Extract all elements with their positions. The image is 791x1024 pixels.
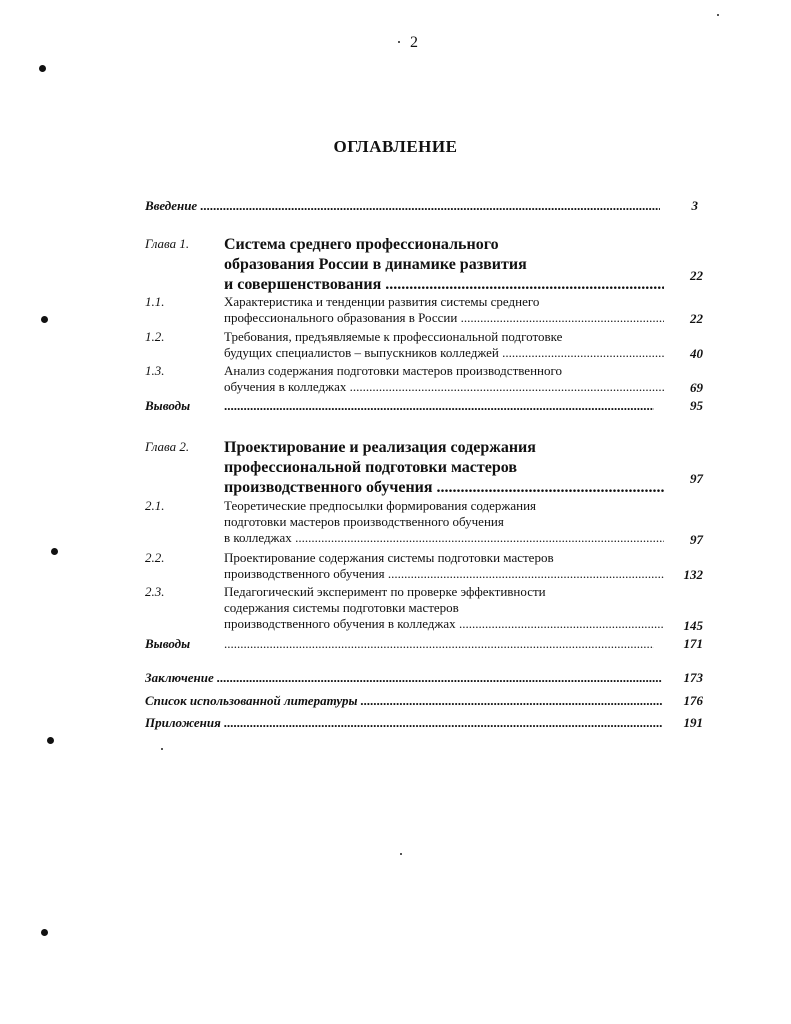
section-title: Анализ содержания подготовки мастеров производственного обучения в колледжах ..... (224, 363, 664, 395)
chapter-2-page: 97 (690, 471, 703, 486)
section-title: Характеристика и тенденции развития системы среднего профессионального образования в России ..... (224, 294, 664, 326)
chapter-1-label: Глава 1. (145, 236, 190, 251)
section-title: Проектирование содержания системы подготовки мастеров производственного обучения ..... (224, 550, 664, 582)
chapter-2-label: Глава 2. (145, 439, 190, 454)
chapter-1-conclusions-label: Выводы (145, 398, 191, 413)
page-title: ОГЛАВЛЕНИЕ (333, 137, 458, 156)
scan-speck (161, 748, 163, 750)
chapter-1-line: образования России в динамике развития (224, 256, 527, 273)
scan-speck (400, 853, 402, 855)
chapter-2-line: производственного обучения ..... (224, 478, 664, 498)
toc-appendices-page: 191 (683, 715, 703, 730)
chapter-1-title (224, 235, 664, 295)
dot-leader (224, 398, 654, 414)
chapter-2-line: Проектирование и реализация содержания (224, 439, 536, 456)
section-page: 145 (683, 618, 703, 633)
toc-bibliography: Список использованной литературы ..... (145, 693, 662, 709)
scan-speck (39, 65, 46, 72)
chapter-2-conclusions-label: Выводы (145, 636, 191, 651)
section-page: 22 (690, 311, 703, 326)
section-num: 2.1. (145, 498, 165, 513)
chapter-1-conclusions-page: 95 (690, 398, 703, 413)
scan-speck (47, 737, 54, 744)
section-title: Требования, предъявляемые к профессиональной подготовке будущих специалистов – выпускников колледжей ..... (224, 329, 664, 361)
chapter-1-line: Система среднего профессионального (224, 236, 499, 253)
section-title: Педагогический эксперимент по проверке эффективности содержания системы подготовки мастеров производственного обучения в колледжах ..... (224, 584, 664, 632)
toc-intro (145, 198, 660, 214)
toc-appendices: Приложения ..... (145, 715, 662, 731)
scan-speck (717, 14, 719, 16)
section-num: 1.2. (145, 329, 165, 344)
scan-speck (51, 548, 58, 555)
section-num: 2.3. (145, 584, 165, 599)
toc-intro-page: 3 (691, 198, 698, 213)
section-num: 2.2. (145, 550, 165, 565)
chapter-2-conclusions-page: 171 (683, 636, 703, 651)
scan-speck (41, 929, 48, 936)
section-page: 40 (690, 346, 703, 361)
dot-leader (224, 636, 654, 652)
section-page: 132 (683, 567, 703, 582)
toc-conclusion: Заключение ..... (145, 670, 662, 686)
chapter-2-title (224, 438, 664, 498)
section-num: 1.1. (145, 294, 165, 309)
section-page: 69 (690, 380, 703, 395)
chapter-2-line: профессиональной подготовки мастеров (224, 459, 517, 476)
toc-intro-label: Введение (145, 198, 198, 213)
scan-speck (41, 316, 48, 323)
chapter-1-line: и совершенствования ..... (224, 275, 664, 295)
scan-speck (398, 41, 400, 43)
section-title: Теоретические предпосылки формирования содержания подготовки мастеров производственного обучения в колледжах ..... (224, 498, 664, 546)
section-page: 97 (690, 532, 703, 547)
toc-conclusion-page: 173 (683, 670, 703, 685)
section-num: 1.3. (145, 363, 165, 378)
toc-bibliography-page: 176 (683, 693, 703, 708)
page-number: 2 (410, 34, 418, 51)
chapter-1-page: 22 (690, 268, 703, 283)
